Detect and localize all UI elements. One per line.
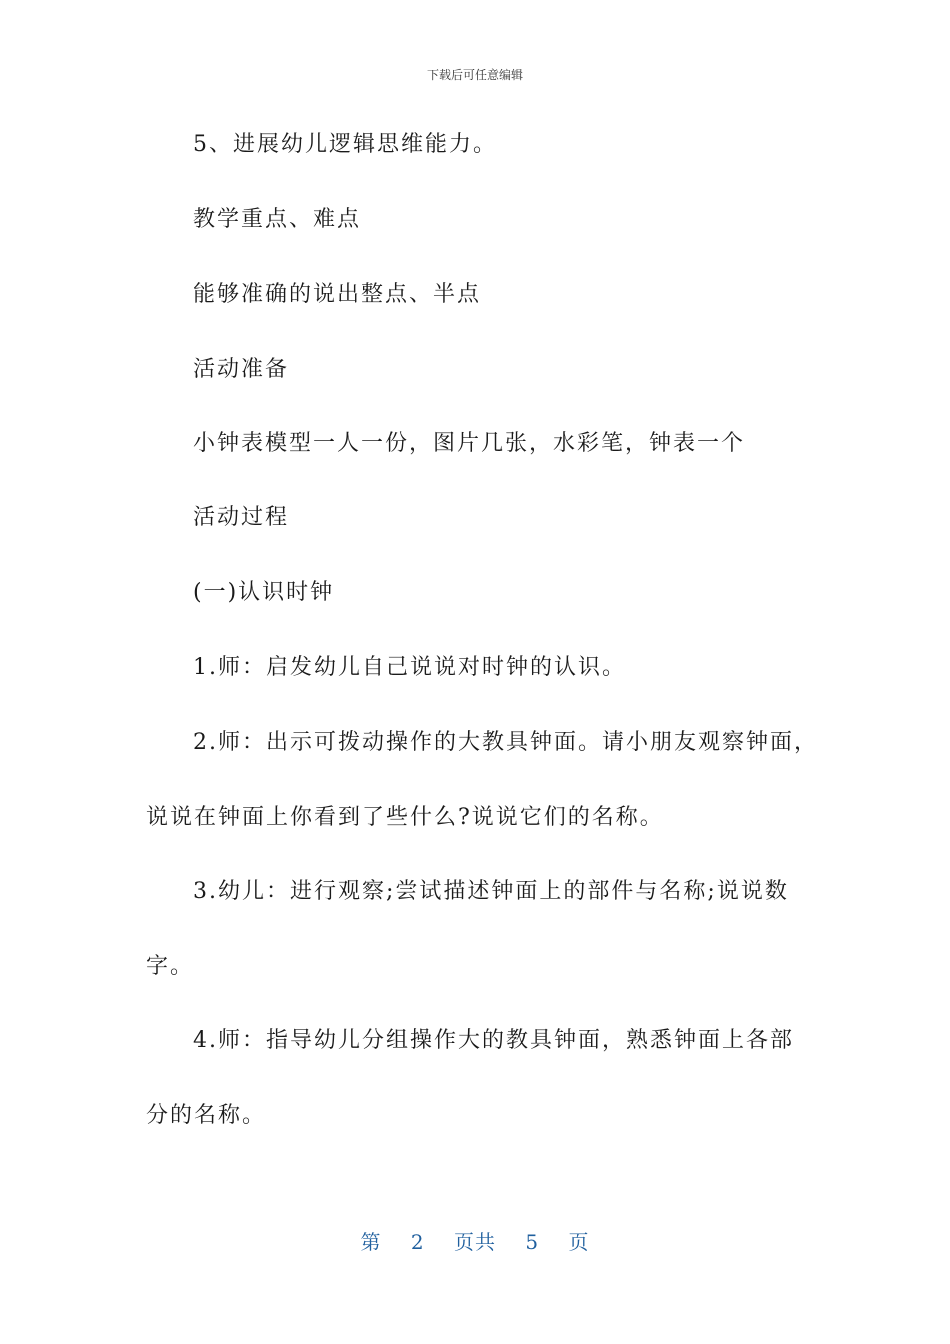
text-line: 小钟表模型一人一份，图片几张，水彩笔，钟表一个 bbox=[193, 431, 746, 456]
page-number: 2 bbox=[410, 1230, 425, 1254]
page-footer bbox=[0, 1226, 950, 1255]
text-line: 5、进展幼儿逻辑思维能力。 bbox=[193, 132, 497, 157]
text-line: 分的名称。 bbox=[146, 1103, 267, 1128]
page-suffix: 页 bbox=[568, 1230, 590, 1254]
text-line: 3.幼儿：进行观察;尝试描述钟面上的部件与名称;说说数 bbox=[193, 879, 789, 904]
total-pages: 5 bbox=[525, 1230, 540, 1254]
text-line: 说说在钟面上你看到了些什么?说说它们的名称。 bbox=[146, 805, 664, 830]
text-line: 4.师：指导幼儿分组操作大的教具钟面，熟悉钟面上各部 bbox=[193, 1028, 794, 1053]
text-line: 2.师：出示可拨动操作的大教具钟面。请小朋友观察钟面， bbox=[193, 730, 818, 755]
text-line: 字。 bbox=[146, 954, 195, 979]
text-line: 1.师：启发幼儿自己说说对时钟的认识。 bbox=[193, 655, 626, 680]
section-heading: 教学重点、难点 bbox=[193, 207, 362, 232]
page-middle: 页共 bbox=[454, 1230, 496, 1254]
page-prefix: 第 bbox=[360, 1230, 382, 1254]
text-line: 能够准确的说出整点、半点 bbox=[193, 282, 482, 307]
section-heading: 活动过程 bbox=[193, 505, 290, 530]
subsection-heading: (一)认识时钟 bbox=[193, 580, 335, 605]
section-heading: 活动准备 bbox=[193, 357, 290, 382]
page-header: 下载后可任意编辑 bbox=[426, 68, 523, 82]
